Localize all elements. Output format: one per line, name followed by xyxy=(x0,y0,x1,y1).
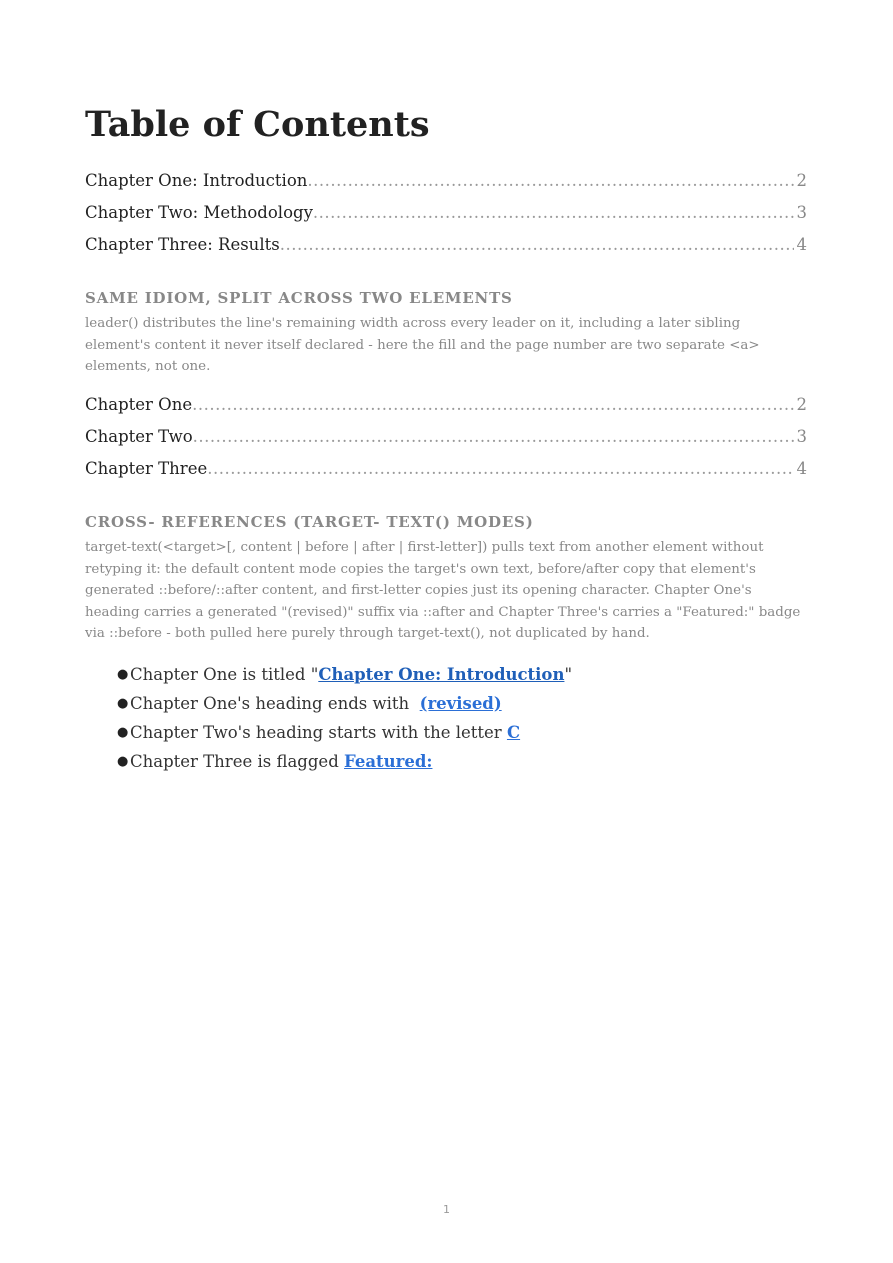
xref-suffix: " xyxy=(564,665,573,684)
list-item xyxy=(85,751,807,780)
toc-entry[interactable] xyxy=(85,234,807,266)
bullet-icon: ● xyxy=(117,667,129,682)
section-heading-split: SAME IDIOM, SPLIT ACROSS TWO ELEMENTS xyxy=(85,289,513,307)
footer-page-number: 1 xyxy=(443,1203,450,1216)
list-item xyxy=(85,664,807,693)
toc-leader-dots xyxy=(313,202,794,224)
xref-link[interactable]: (revised) xyxy=(419,694,502,713)
toc-entry[interactable] xyxy=(85,458,807,490)
toc-entry-title: Chapter Two: Methodology xyxy=(85,203,313,222)
toc-leader-dots xyxy=(307,170,793,192)
list-item xyxy=(85,722,807,751)
xref-prefix: Chapter One's heading ends with xyxy=(130,694,420,713)
xref-link[interactable]: Featured: xyxy=(344,752,433,771)
xref-prefix: Chapter Two's heading starts with the letter xyxy=(130,723,507,742)
cross-reference-list xyxy=(85,664,807,780)
toc-entry-title: Chapter One xyxy=(85,395,193,414)
toc-entry[interactable] xyxy=(85,170,807,202)
toc-leader-dots xyxy=(193,426,794,448)
toc-entry[interactable] xyxy=(85,394,807,426)
toc-entry[interactable] xyxy=(85,426,807,458)
section-heading-xref: CROSS- REFERENCES (TARGET- TEXT() MODES) xyxy=(85,513,534,531)
bullet-icon: ● xyxy=(117,754,129,769)
toc-entry-page: 2 xyxy=(796,171,807,190)
toc-entry-page: 4 xyxy=(796,459,807,478)
xref-link[interactable]: C xyxy=(506,723,521,742)
toc-entry-page: 3 xyxy=(796,427,807,446)
toc-entry-title: Chapter Three: Results xyxy=(85,235,280,254)
bullet-icon: ● xyxy=(117,696,129,711)
toc-leader-dots xyxy=(192,394,793,416)
bullet-icon: ● xyxy=(117,725,129,740)
toc-main-list xyxy=(85,170,807,266)
section-description-xref: target-text(<target>[, content | before | after | first-letter]) pulls text from another element without retyping it: the default content mode copies the target's own text, before/after copy that element's generated ::before/::after content, and first-letter copies just its opening character. Chapter One's heading carries a generated "(revised)" suffix via ::after and Chapter Three's carries a "Featured:" badge via ::before - both pulled here purely through target-text(), not duplicated by hand. xyxy=(85,540,801,642)
toc-entry-title: Chapter Two xyxy=(85,427,193,446)
toc-leader-dots xyxy=(280,234,794,256)
toc-entry-page: 4 xyxy=(796,235,807,254)
toc-entry-title: Chapter One: Introduction xyxy=(85,171,308,190)
section-description-split: leader() distributes the line's remaining width across every leader on it, including a later sibling element's content it never itself declared - here the fill and the page number are two separate <a> elements, not one. xyxy=(85,316,760,375)
toc-entry-title: Chapter Three xyxy=(85,459,208,478)
toc-split-list xyxy=(85,394,807,490)
toc-entry[interactable] xyxy=(85,202,807,234)
toc-entry-page: 2 xyxy=(796,395,807,414)
toc-leader-dots xyxy=(207,458,793,480)
xref-link[interactable]: Chapter One: Introduction xyxy=(318,665,565,684)
xref-prefix: Chapter One is titled " xyxy=(130,665,319,684)
xref-prefix: Chapter Three is flagged xyxy=(130,752,345,771)
list-item xyxy=(85,693,807,722)
page-title: Table of Contents xyxy=(85,104,430,145)
toc-entry-page: 3 xyxy=(796,203,807,222)
